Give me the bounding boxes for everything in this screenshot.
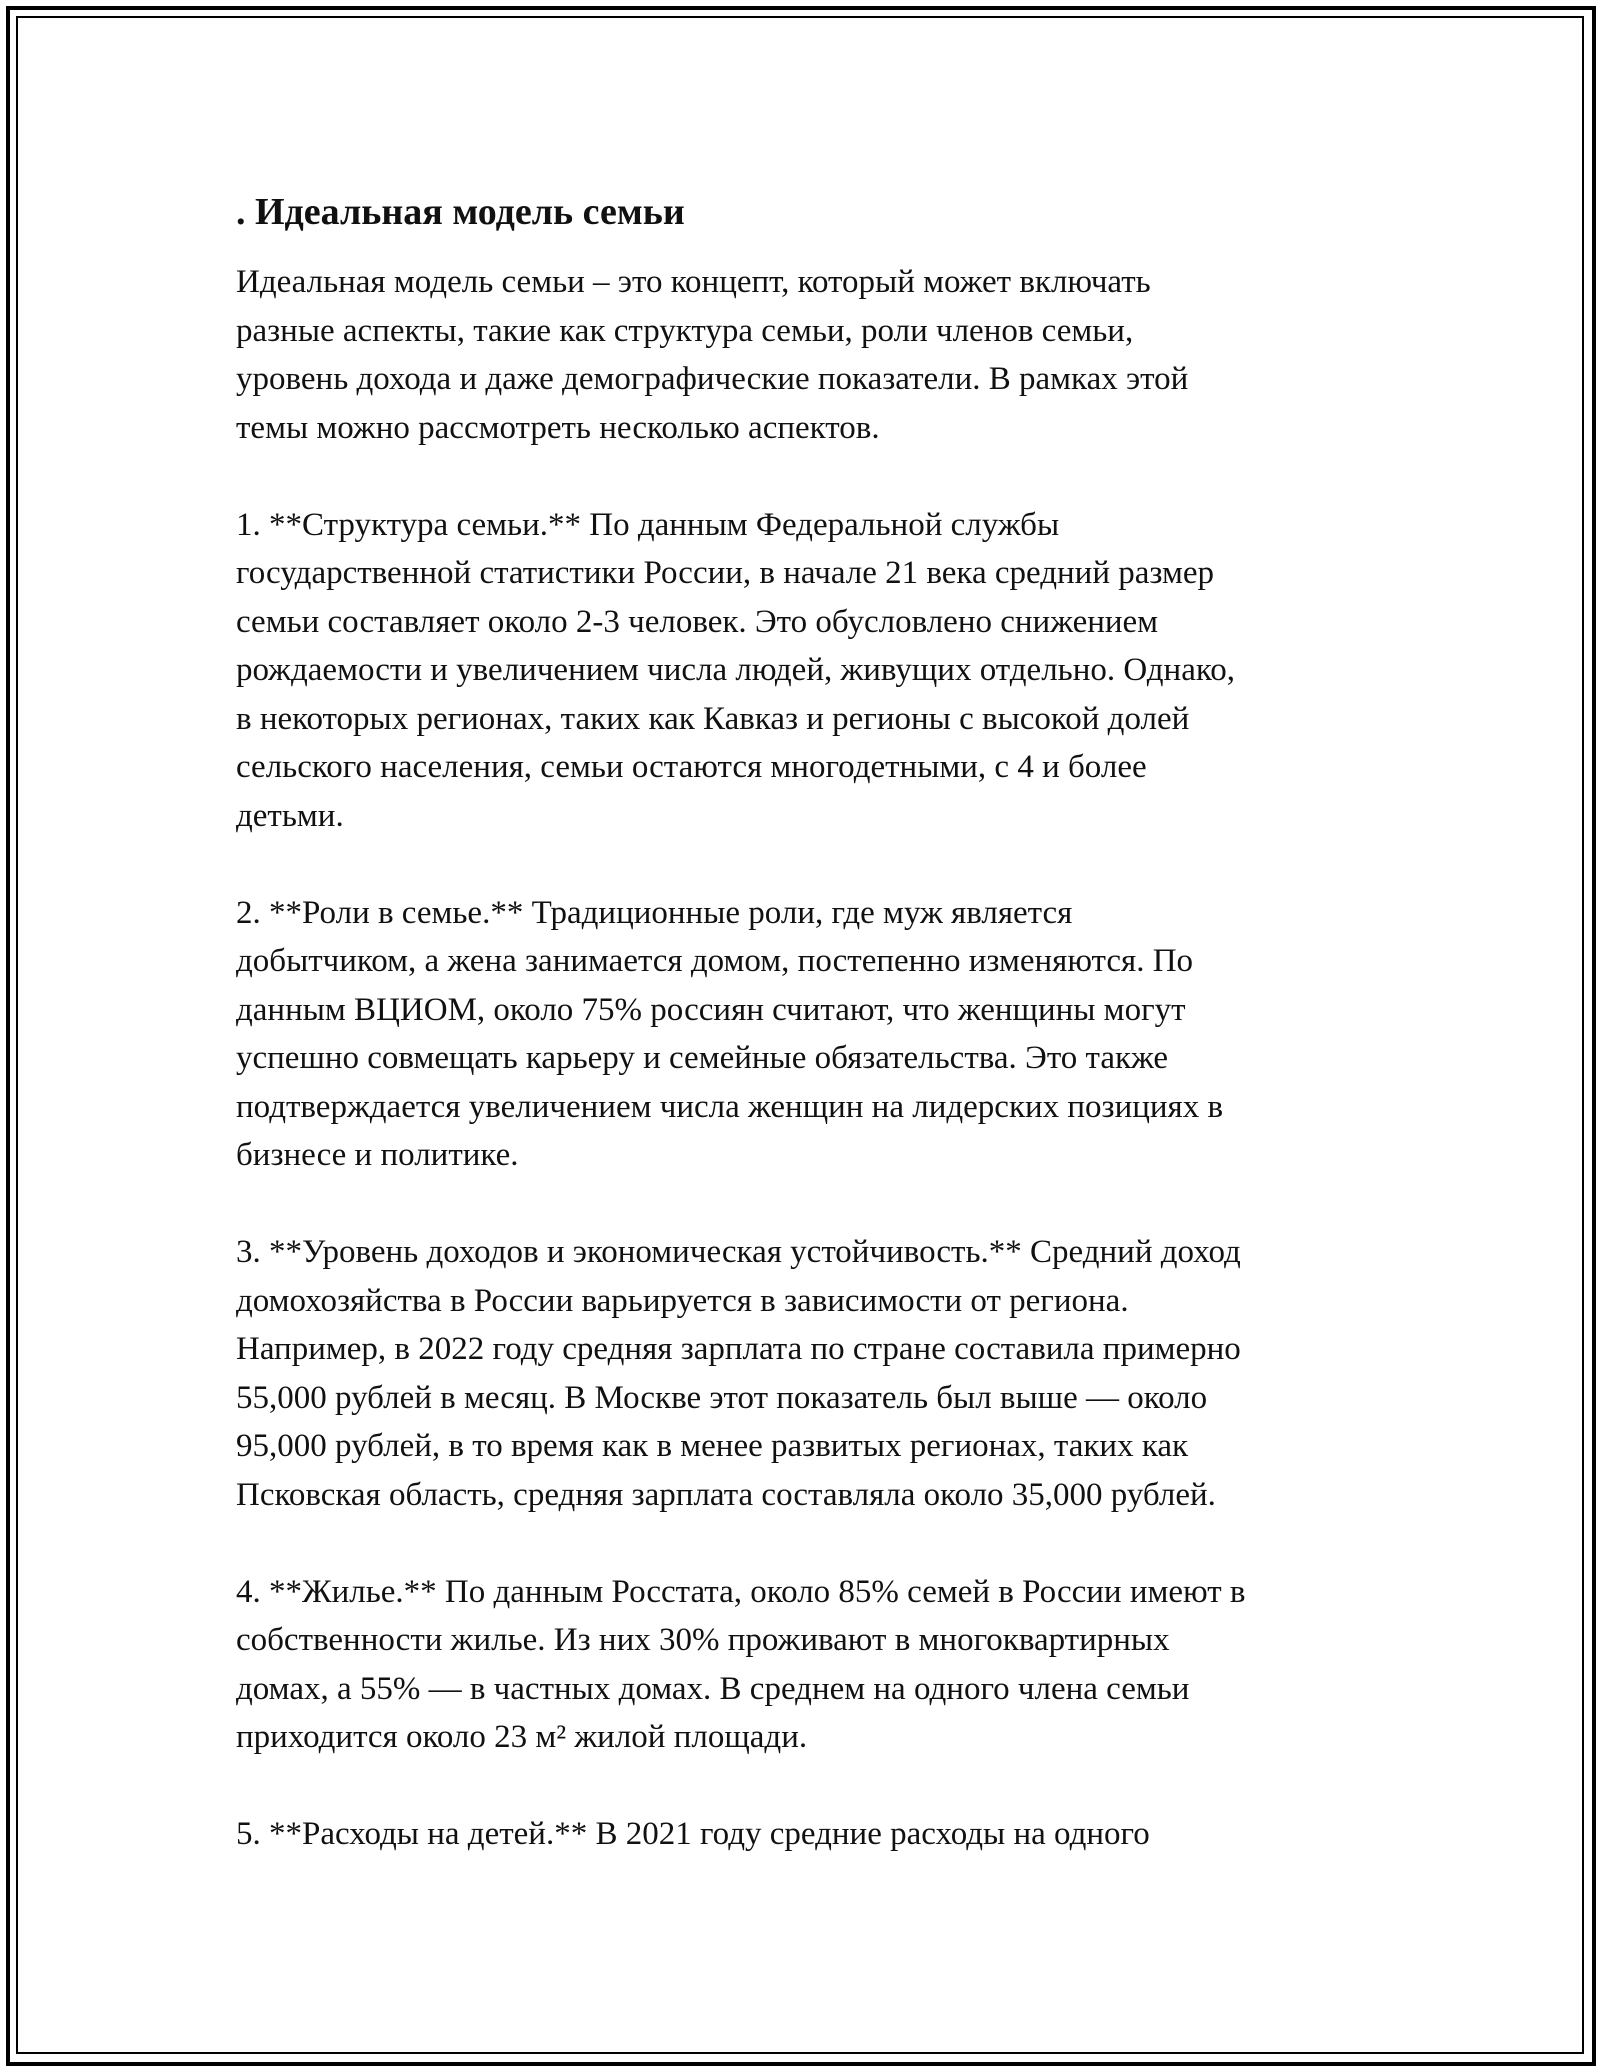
- text-line: 4. **Жилье.** По данным Росстата, около 85% семей в России имеют в: [236, 1573, 1246, 1610]
- text-line: 5. **Расходы на детей.** В 2021 году средние расходы на одного: [236, 1816, 1150, 1852]
- text-line: темы можно рассмотреть несколько аспектов.: [236, 409, 880, 446]
- text-line: Например, в 2022 году средняя зарплата по стране составила примерно: [236, 1331, 1241, 1367]
- text-line: данным ВЦИОМ, около 75% россиян считают, что женщины могут: [236, 991, 1186, 1028]
- text-line: успешно совмещать карьеру и семейные обязательства. Это также: [236, 1040, 1169, 1076]
- text-line: 3. **Уровень доходов и экономическая устойчивость.** Средний доход: [236, 1234, 1241, 1270]
- text-line: Идеальная модель семьи – это концепт, который может включать: [236, 264, 1151, 300]
- text-line: приходится около 23 м² жилой площади.: [236, 1719, 808, 1755]
- text-line: в некоторых регионах, таких как Кавказ и регионы с высокой долей: [236, 700, 1190, 737]
- text-line: рождаемости и увеличением числа людей, живущих отдельно. Однако,: [236, 652, 1235, 688]
- text-line: 95,000 рублей, в то время как в менее развитых регионах, таких как: [236, 1428, 1189, 1464]
- text-line: Псковская область, средняя зарплата составляла около 35,000 рублей.: [236, 1476, 1216, 1513]
- text-line: 2. **Роли в семье.** Традиционные роли, где муж является: [236, 894, 1073, 931]
- text-line: семьи составляет около 2-3 человек. Это обусловлено снижением: [236, 603, 1159, 640]
- paragraph-income: [236, 1228, 1396, 1519]
- paragraph-child-expenses: [236, 1810, 1396, 1859]
- text-line: бизнесе и политике.: [236, 1137, 519, 1173]
- paragraph-family-structure: [236, 501, 1396, 841]
- paragraph-family-roles: [236, 889, 1396, 1180]
- text-line: добытчиком, а жена занимается домом, постепенно изменяются. По: [236, 943, 1194, 979]
- text-line: уровень дохода и даже демографические показатели. В рамках этой: [236, 361, 1189, 397]
- text-line: 55,000 рублей в месяц. В Москве этот показатель был выше — около: [236, 1379, 1208, 1416]
- paragraph-housing: [236, 1568, 1396, 1762]
- text-line: домах, а 55% — в частных домах. В среднем на одного члена семьи: [236, 1670, 1190, 1707]
- text-line: собственности жилье. Из них 30% проживают в многоквартирных: [236, 1622, 1170, 1658]
- text-line: 1. **Структура семьи.** По данным Федеральной службы: [236, 506, 1060, 543]
- text-line: государственной статистики России, в начале 21 века средний размер: [236, 555, 1214, 591]
- section-title: . Идеальная модель семьи: [236, 191, 685, 233]
- text-line: разные аспекты, такие как структура семьи, роли членов семьи,: [236, 312, 1134, 349]
- paragraph-intro: [236, 258, 1396, 452]
- text-line: подтверждается увеличением числа женщин на лидерских позициях в: [236, 1088, 1224, 1125]
- text-line: детьми.: [236, 797, 344, 834]
- text-line: сельского населения, семьи остаются многодетными, с 4 и более: [236, 749, 1147, 785]
- document-body: [236, 188, 1396, 1907]
- text-line: домохозяйства в России варьируется в зависимости от региона.: [236, 1282, 1129, 1319]
